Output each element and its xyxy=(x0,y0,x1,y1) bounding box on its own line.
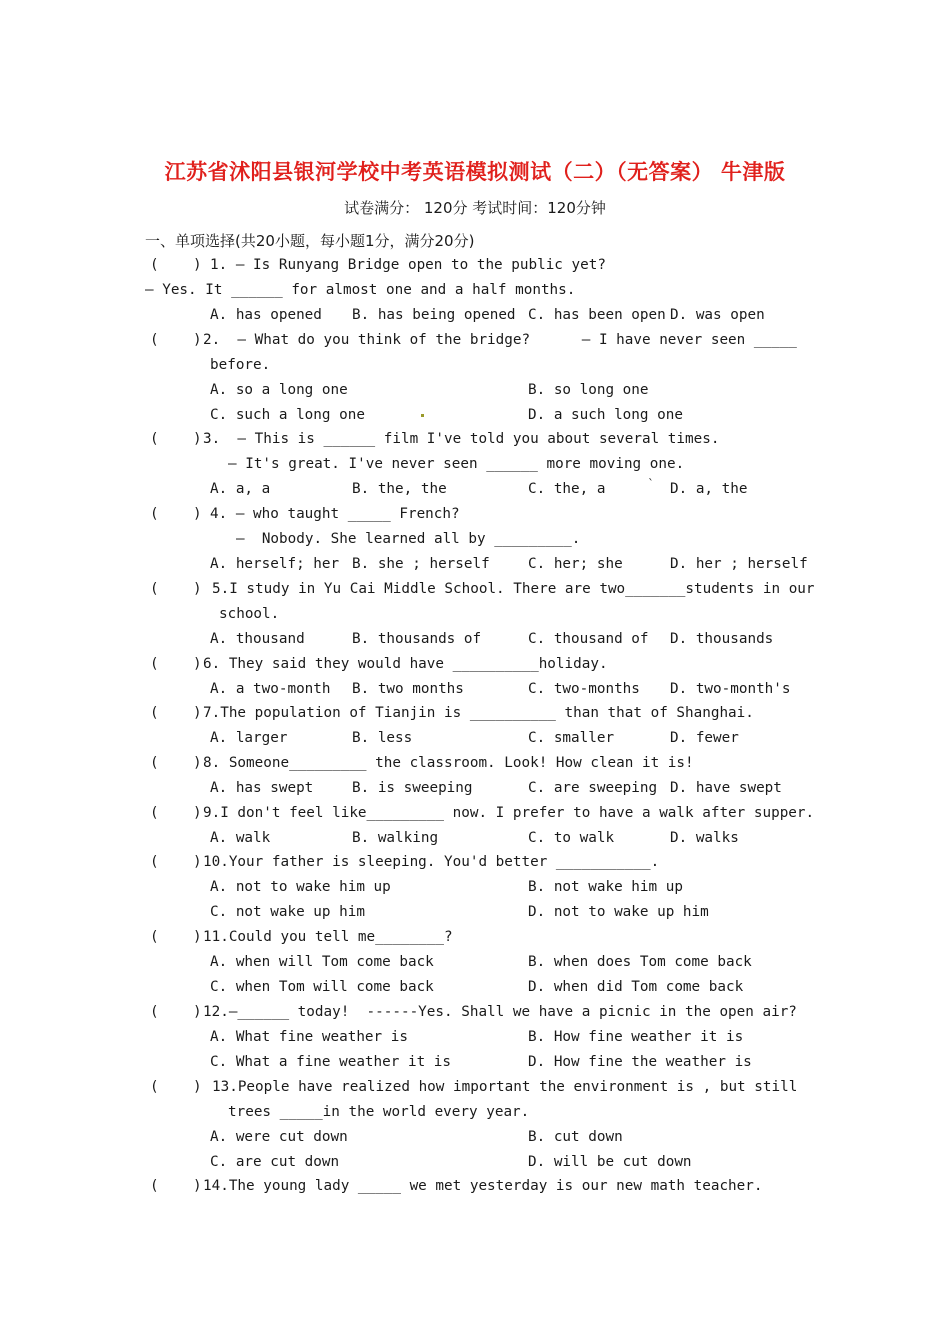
option: C. has been open xyxy=(528,307,666,323)
option: C. smaller xyxy=(528,730,615,746)
option: B. less xyxy=(352,730,413,746)
question-stem: 5.I study in Yu Cai Middle School. There are two_______students in our xyxy=(212,581,815,597)
answer-blank[interactable]: ( ) xyxy=(150,581,202,597)
option: D. not to wake up him xyxy=(528,904,709,920)
option: C. her; she xyxy=(528,556,623,572)
option: A. thousand xyxy=(210,631,305,647)
option: B. the, the xyxy=(352,481,447,497)
option: C. two-months xyxy=(528,681,640,697)
option: B. so long one xyxy=(528,382,649,398)
option: D. fewer xyxy=(670,730,739,746)
answer-blank[interactable]: ( ) xyxy=(150,929,202,945)
answer-blank[interactable]: ( ) xyxy=(150,705,202,721)
question-stem: 1. — Is Runyang Bridge open to the public yet? xyxy=(210,257,606,273)
option: A. when will Tom come back xyxy=(210,954,434,970)
answer-blank[interactable]: ( ) xyxy=(150,506,202,522)
question-stem: 12.—______ today! ------Yes. Shall we have a picnic in the open air? xyxy=(203,1004,797,1020)
question-stem: 13.People have realized how important the environment is , but still xyxy=(212,1079,798,1095)
option: A. has swept xyxy=(210,780,314,796)
option: B. when does Tom come back xyxy=(528,954,752,970)
option: C. the, a xyxy=(528,481,606,497)
option: A. were cut down xyxy=(210,1129,348,1145)
option: D. have swept xyxy=(670,780,782,796)
question-stem: 7.The population of Tianjin is __________ than that of Shanghai. xyxy=(203,705,754,721)
option: B. cut down xyxy=(528,1129,623,1145)
question-stem: 8. Someone_________ the classroom. Look! How clean it is! xyxy=(203,755,694,771)
option: A. so a long one xyxy=(210,382,348,398)
answer-blank[interactable]: ( ) xyxy=(150,1079,202,1095)
option: D. thousands xyxy=(670,631,774,647)
option: A. not to wake him up xyxy=(210,879,391,895)
option: C. such a long one xyxy=(210,407,365,423)
option: C. to walk xyxy=(528,830,615,846)
question-continuation: trees _____in the world every year. xyxy=(228,1104,530,1120)
question-stem: 2. — What do you think of the bridge? — I have never seen _____ xyxy=(203,332,797,348)
option: C. are cut down xyxy=(210,1154,340,1170)
section-heading: 一、单项选择(共20小题，每小题1分，满分20分) xyxy=(145,232,475,250)
option: B. not wake him up xyxy=(528,879,683,895)
option: C. when Tom will come back xyxy=(210,979,434,995)
question-continuation: before. xyxy=(210,357,271,373)
option: A. a two-month xyxy=(210,681,331,697)
question-stem: 10.Your father is sleeping. You'd better ___________. xyxy=(203,854,660,870)
option: A. What fine weather is xyxy=(210,1029,408,1045)
option: C. What a fine weather it is xyxy=(210,1054,452,1070)
option: C. thousand of xyxy=(528,631,649,647)
option: B. walking xyxy=(352,830,439,846)
option: D. a, the xyxy=(670,481,748,497)
answer-blank[interactable]: ( ) xyxy=(150,1178,202,1194)
option: D. How fine the weather is xyxy=(528,1054,752,1070)
answer-blank[interactable]: ( ) xyxy=(150,805,202,821)
question-continuation: — Yes. It ______ for almost one and a half months. xyxy=(145,282,576,298)
answer-blank[interactable]: ( ) xyxy=(150,257,202,273)
stray-mark xyxy=(421,414,424,417)
option: B. she ; herself xyxy=(352,556,490,572)
option: D. when did Tom come back xyxy=(528,979,744,995)
answer-blank[interactable]: ( ) xyxy=(150,332,202,348)
question-continuation: school. xyxy=(219,606,280,622)
exam-info: 试卷满分： 120分 考试时间：120分钟 xyxy=(344,199,606,217)
answer-blank[interactable]: ( ) xyxy=(150,431,202,447)
question-stem: 3. — This is ______ film I've told you about several times. xyxy=(203,431,720,447)
question-stem: 4. — who taught _____ French? xyxy=(210,506,460,522)
answer-blank[interactable]: ( ) xyxy=(150,1004,202,1020)
option: C. not wake up him xyxy=(210,904,365,920)
option: A. herself; her xyxy=(210,556,340,572)
answer-blank[interactable]: ( ) xyxy=(150,656,202,672)
stray-tick: ` xyxy=(648,477,654,491)
option: A. a, a xyxy=(210,481,271,497)
answer-blank[interactable]: ( ) xyxy=(150,854,202,870)
answer-blank[interactable]: ( ) xyxy=(150,755,202,771)
page-title: 江苏省沭阳县银河学校中考英语模拟测试（二）（无答案） 牛津版 xyxy=(164,160,786,184)
option: D. will be cut down xyxy=(528,1154,692,1170)
option: B. How fine weather it is xyxy=(528,1029,744,1045)
question-continuation: — Nobody. She learned all by _________. xyxy=(236,531,581,547)
option: D. a such long one xyxy=(528,407,683,423)
option: A. has opened xyxy=(210,307,322,323)
option: B. is sweeping xyxy=(352,780,473,796)
question-continuation: — It's great. I've never seen ______ more moving one. xyxy=(228,456,685,472)
option: A. walk xyxy=(210,830,271,846)
question-stem: 14.The young lady _____ we met yesterday is our new math teacher. xyxy=(203,1178,763,1194)
option: B. thousands of xyxy=(352,631,482,647)
option: D. two-month's xyxy=(670,681,791,697)
option: D. walks xyxy=(670,830,739,846)
question-stem: 11.Could you tell me________? xyxy=(203,929,453,945)
option: D. was open xyxy=(670,307,765,323)
option: C. are sweeping xyxy=(528,780,658,796)
option: A. larger xyxy=(210,730,288,746)
question-stem: 9.I don't feel like_________ now. I prefer to have a walk after supper. xyxy=(203,805,815,821)
question-stem: 6. They said they would have __________holiday. xyxy=(203,656,608,672)
option: B. has being opened xyxy=(352,307,516,323)
option: D. her ; herself xyxy=(670,556,808,572)
option: B. two months xyxy=(352,681,464,697)
